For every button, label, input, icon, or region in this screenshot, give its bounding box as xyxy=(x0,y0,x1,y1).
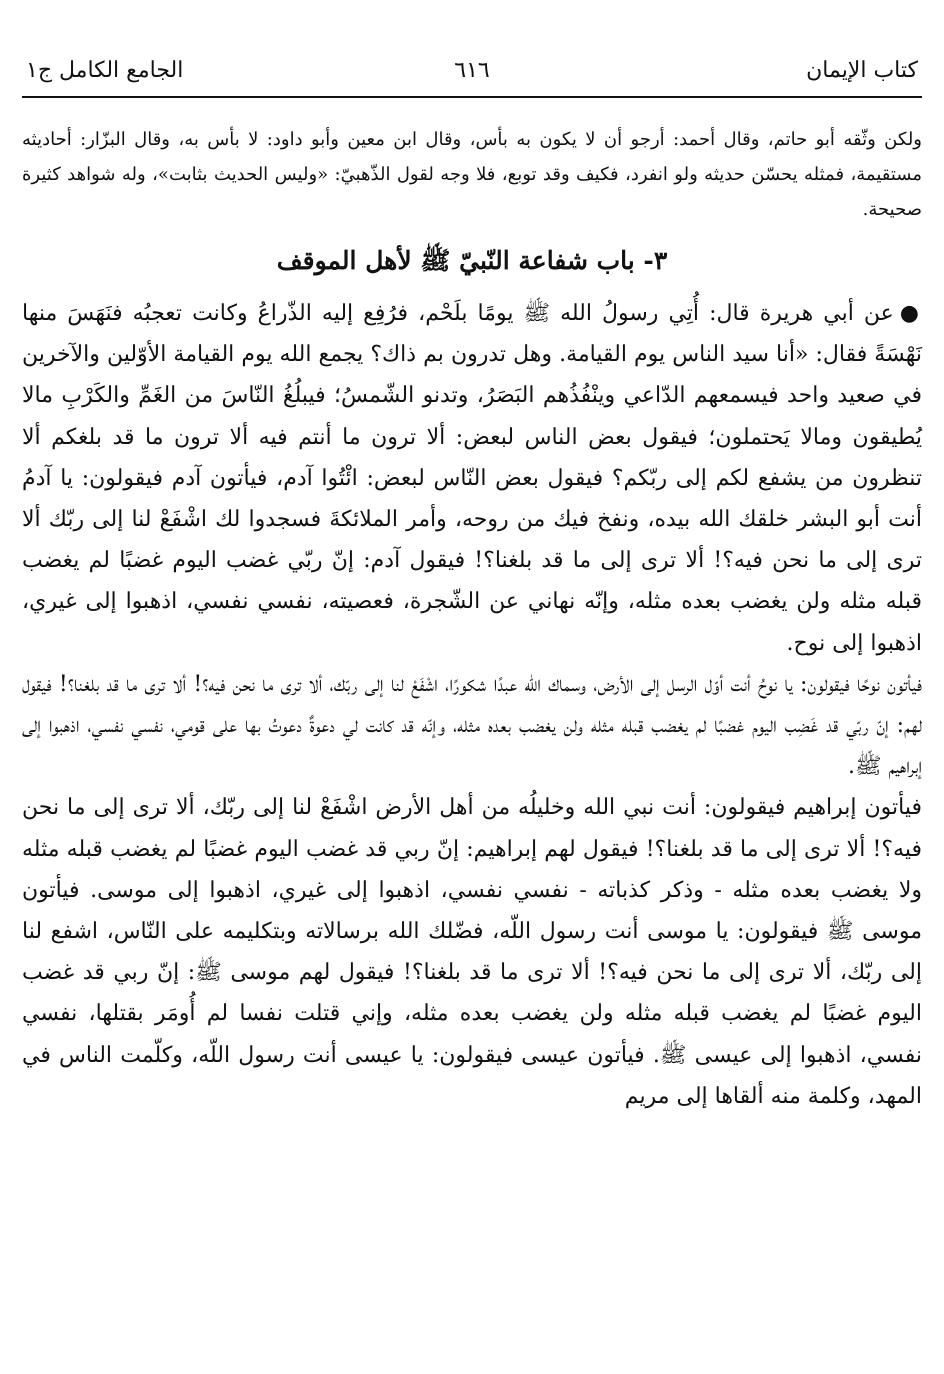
book-title: كتاب الإيمان xyxy=(806,58,918,83)
footnote-continuation xyxy=(22,122,922,227)
paragraph xyxy=(22,293,922,664)
paragraph-text: عن أبي هريرة قال: أُتِي رسولُ الله ﷺ يومًا بلَحْم، فرُفِع إليه الذّراعُ وكانت تعجبُه فنَهَسَ منها نَهْسَةً فقال: «أنا سيد الناس يوم القيامة. وهل تدرون بم ذاك؟ يجمع الله يوم القيامة الأوّلين والآخرين في صعيد واحد فيسمعهم الدّاعي وينْفُذُهم البَصَرُ، وتدنو الشّمسُ؛ فيبلُغُ النّاسَ من الغَمِّ والكَرْبِ مالا يُطيقون ومالا يَحتملون؛ فيقول بعض الناس لبعض: ألا ترون ما أنتم فيه ألا ترون ما قد بلغكم ألا تنظرون من يشفع لكم إلى ربّكم؟ فيقول بعض النّاس لبعض: ائْتُوا آدم، فيأتون آدم فيقولون: يا آدمُ أنت أبو البشر خلقك الله بيده، ونفخ فيك من روحه، وأمر الملائكةَ فسجدوا لك اشْفَعْ لنا إلى ربّك ألا ترى إلى ما نحن فيه؟! ألا ترى إلى ما قد بلغنا؟! فيقول آدم: إنّ ربّي غضب اليوم غضبًا لم يغضب قبله مثله ولن يغضب بعده مثله، وإنّه نهاني عن الشّجرة، فعصيته، نفسي نفسي، اذهبوا إلى غيري، اذهبوا إلى نوح. xyxy=(22,301,922,656)
page-content xyxy=(22,122,922,1117)
page-header xyxy=(22,54,922,90)
bullet-icon: ● xyxy=(899,301,923,326)
chapter-heading: ٣- باب شفاعة النّبيّ ﷺ لأهل الموقف xyxy=(276,246,668,275)
note-text: ولكن وثّقه أبو حاتم، وقال أحمد: أرجو أن لا يكون به بأس، وقال ابن معين وأبو داود: لا بأس به، وقال البزّار: أحاديثه مستقيمة، فمثله يحسّن حديثه ولو انفرد، فكيف وقد توبع، فلا وجه لقول الذّهبيّ: «وليس الحديث بثابت»، وله شواهد كثيرة صحيحة. xyxy=(22,129,922,220)
page-number: ٦١٦ xyxy=(454,58,490,83)
paragraph: فيأتون إبراهيم فيقولون: أنت نبي الله وخليلُه من أهل الأرض اشْفَعْ لنا إلى ربّك، ألا ترى إلى ما نحن فيه؟! ألا ترى إلى ما قد بلغنا؟! فيقول لهم إبراهيم: إنّ ربي قد غضب اليوم غضبًا لم يغضب قبله مثله ولا يغضب بعده مثله - وذكر كذباته - نفسي نفسي، اذهبوا إلى غيري، اذهبوا إلى موسى. فيأتون موسى ﷺ فيقولون: يا موسى أنت رسول اللّه، فضّلك الله برسالاته وبتكليمه على النّاس، اشفع لنا إلى ربّك، ألا ترى إلى ما نحن فيه؟! ألا ترى ما قد بلغنا؟! فيقول لهم موسى ﷺ: إنّ ربي قد غضب اليوم غضبًا لم يغضب قبله مثله ولن يغضب بعده مثله، وإني قتلت نفسا لم أُومَر بقتلها، نفسي نفسي، اذهبوا إلى عيسى ﷺ. فيأتون عيسى فيقولون: يا عيسى أنت رسول اللّه، وكلّمت الناس في المهد، وكلمة منه ألقاها إلى مريم xyxy=(22,795,922,1109)
header-rule xyxy=(22,96,922,98)
paragraph: فيأتون نوحًا فيقولون: يا نوحُ أنت أوّل الرسل إلى الأرض، وسماك الله عبدًا شكورًا، اشْفَعْ لنا إلى ربّك، ألا ترى ما نحن فيه؟! ألا ترى ما قد بلغنا؟! فيقول لهم: إنّ ربّي قد غَضِب اليوم غضبًا لم يغضب قبله مثله ولن يغضب بعده مثله، وإنّه قد كانت لي دعوةٌ دعوتُ بها على قومي، نفسي نفسي، اذهبوا إلى إبراهيم ﷺ. xyxy=(22,671,922,780)
volume-label: الجامع الكامل ج١ xyxy=(26,58,184,83)
hadith-text xyxy=(22,293,922,1117)
